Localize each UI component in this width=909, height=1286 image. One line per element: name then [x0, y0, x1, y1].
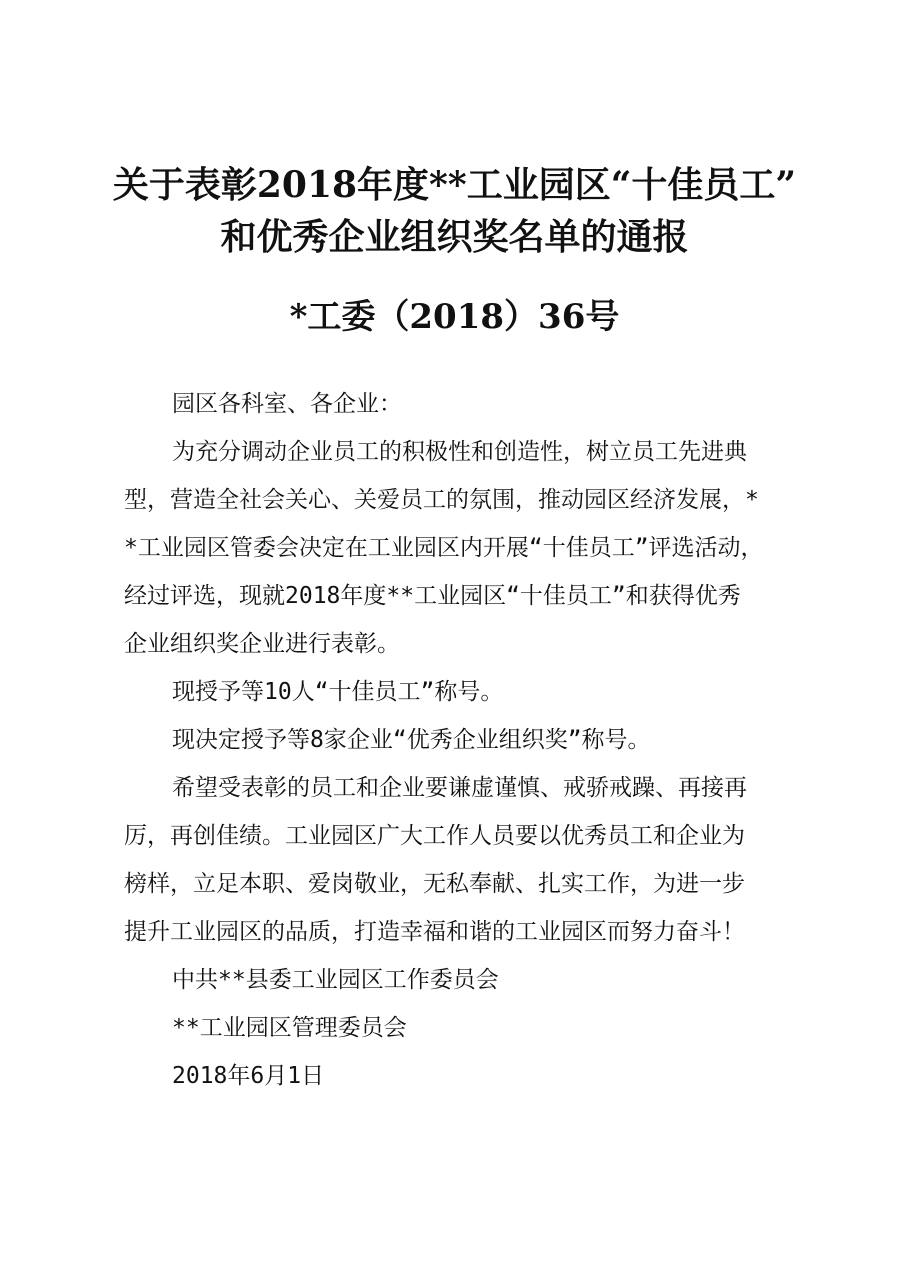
- document-title-line-2: 和优秀企业组织奖名单的通报: [220, 216, 689, 258]
- paragraph-1-line-3: *工业园区管委会决定在工业园区内开展“十佳员工”评选活动，: [124, 535, 764, 561]
- paragraph-1-line-2: 型，营造全社会关心、关爱员工的氛围，推动园区经济发展，*: [124, 487, 759, 513]
- paragraph-1-line-5: 企业组织奖企业进行表彰。: [124, 631, 400, 657]
- paragraph-4-line-2: 厉，再创佳绩。工业园区广大工作人员要以优秀员工和企业为: [124, 823, 745, 849]
- document-date: 2018年6月1日: [172, 1063, 325, 1089]
- salutation: 园区各科室、各企业：: [172, 391, 402, 417]
- document-number: *工委（2018）36号: [289, 297, 620, 337]
- signature-org-2: **工业园区管理委员会: [172, 1015, 407, 1041]
- paragraph-4-line-1: 希望受表彰的员工和企业要谦虚谨慎、戒骄戒躁、再接再: [172, 775, 747, 801]
- paragraph-4-line-3: 榜样，立足本职、爱岗敬业，无私奉献、扎实工作，为进一步: [124, 871, 745, 897]
- paragraph-3: 现决定授予等8家企业“优秀企业组织奖”称号。: [172, 727, 651, 753]
- document-body: [124, 380, 796, 1100]
- signature-org-1: 中共**县委工业园区工作委员会: [172, 967, 499, 993]
- document-title-line-1: 关于表彰2018年度**工业园区“十佳员工”: [112, 164, 797, 206]
- paragraph-4-line-4: 提升工业园区的品质，打造幸福和谐的工业园区而努力奋斗！: [124, 919, 745, 945]
- paragraph-2: 现授予等10人“十佳员工”称号。: [172, 679, 504, 705]
- paragraph-1-line-4: 经过评选，现就2018年度**工业园区“十佳员工”和获得优秀: [124, 583, 741, 609]
- paragraph-1-line-1: 为充分调动企业员工的积极性和创造性，树立员工先进典: [172, 439, 747, 465]
